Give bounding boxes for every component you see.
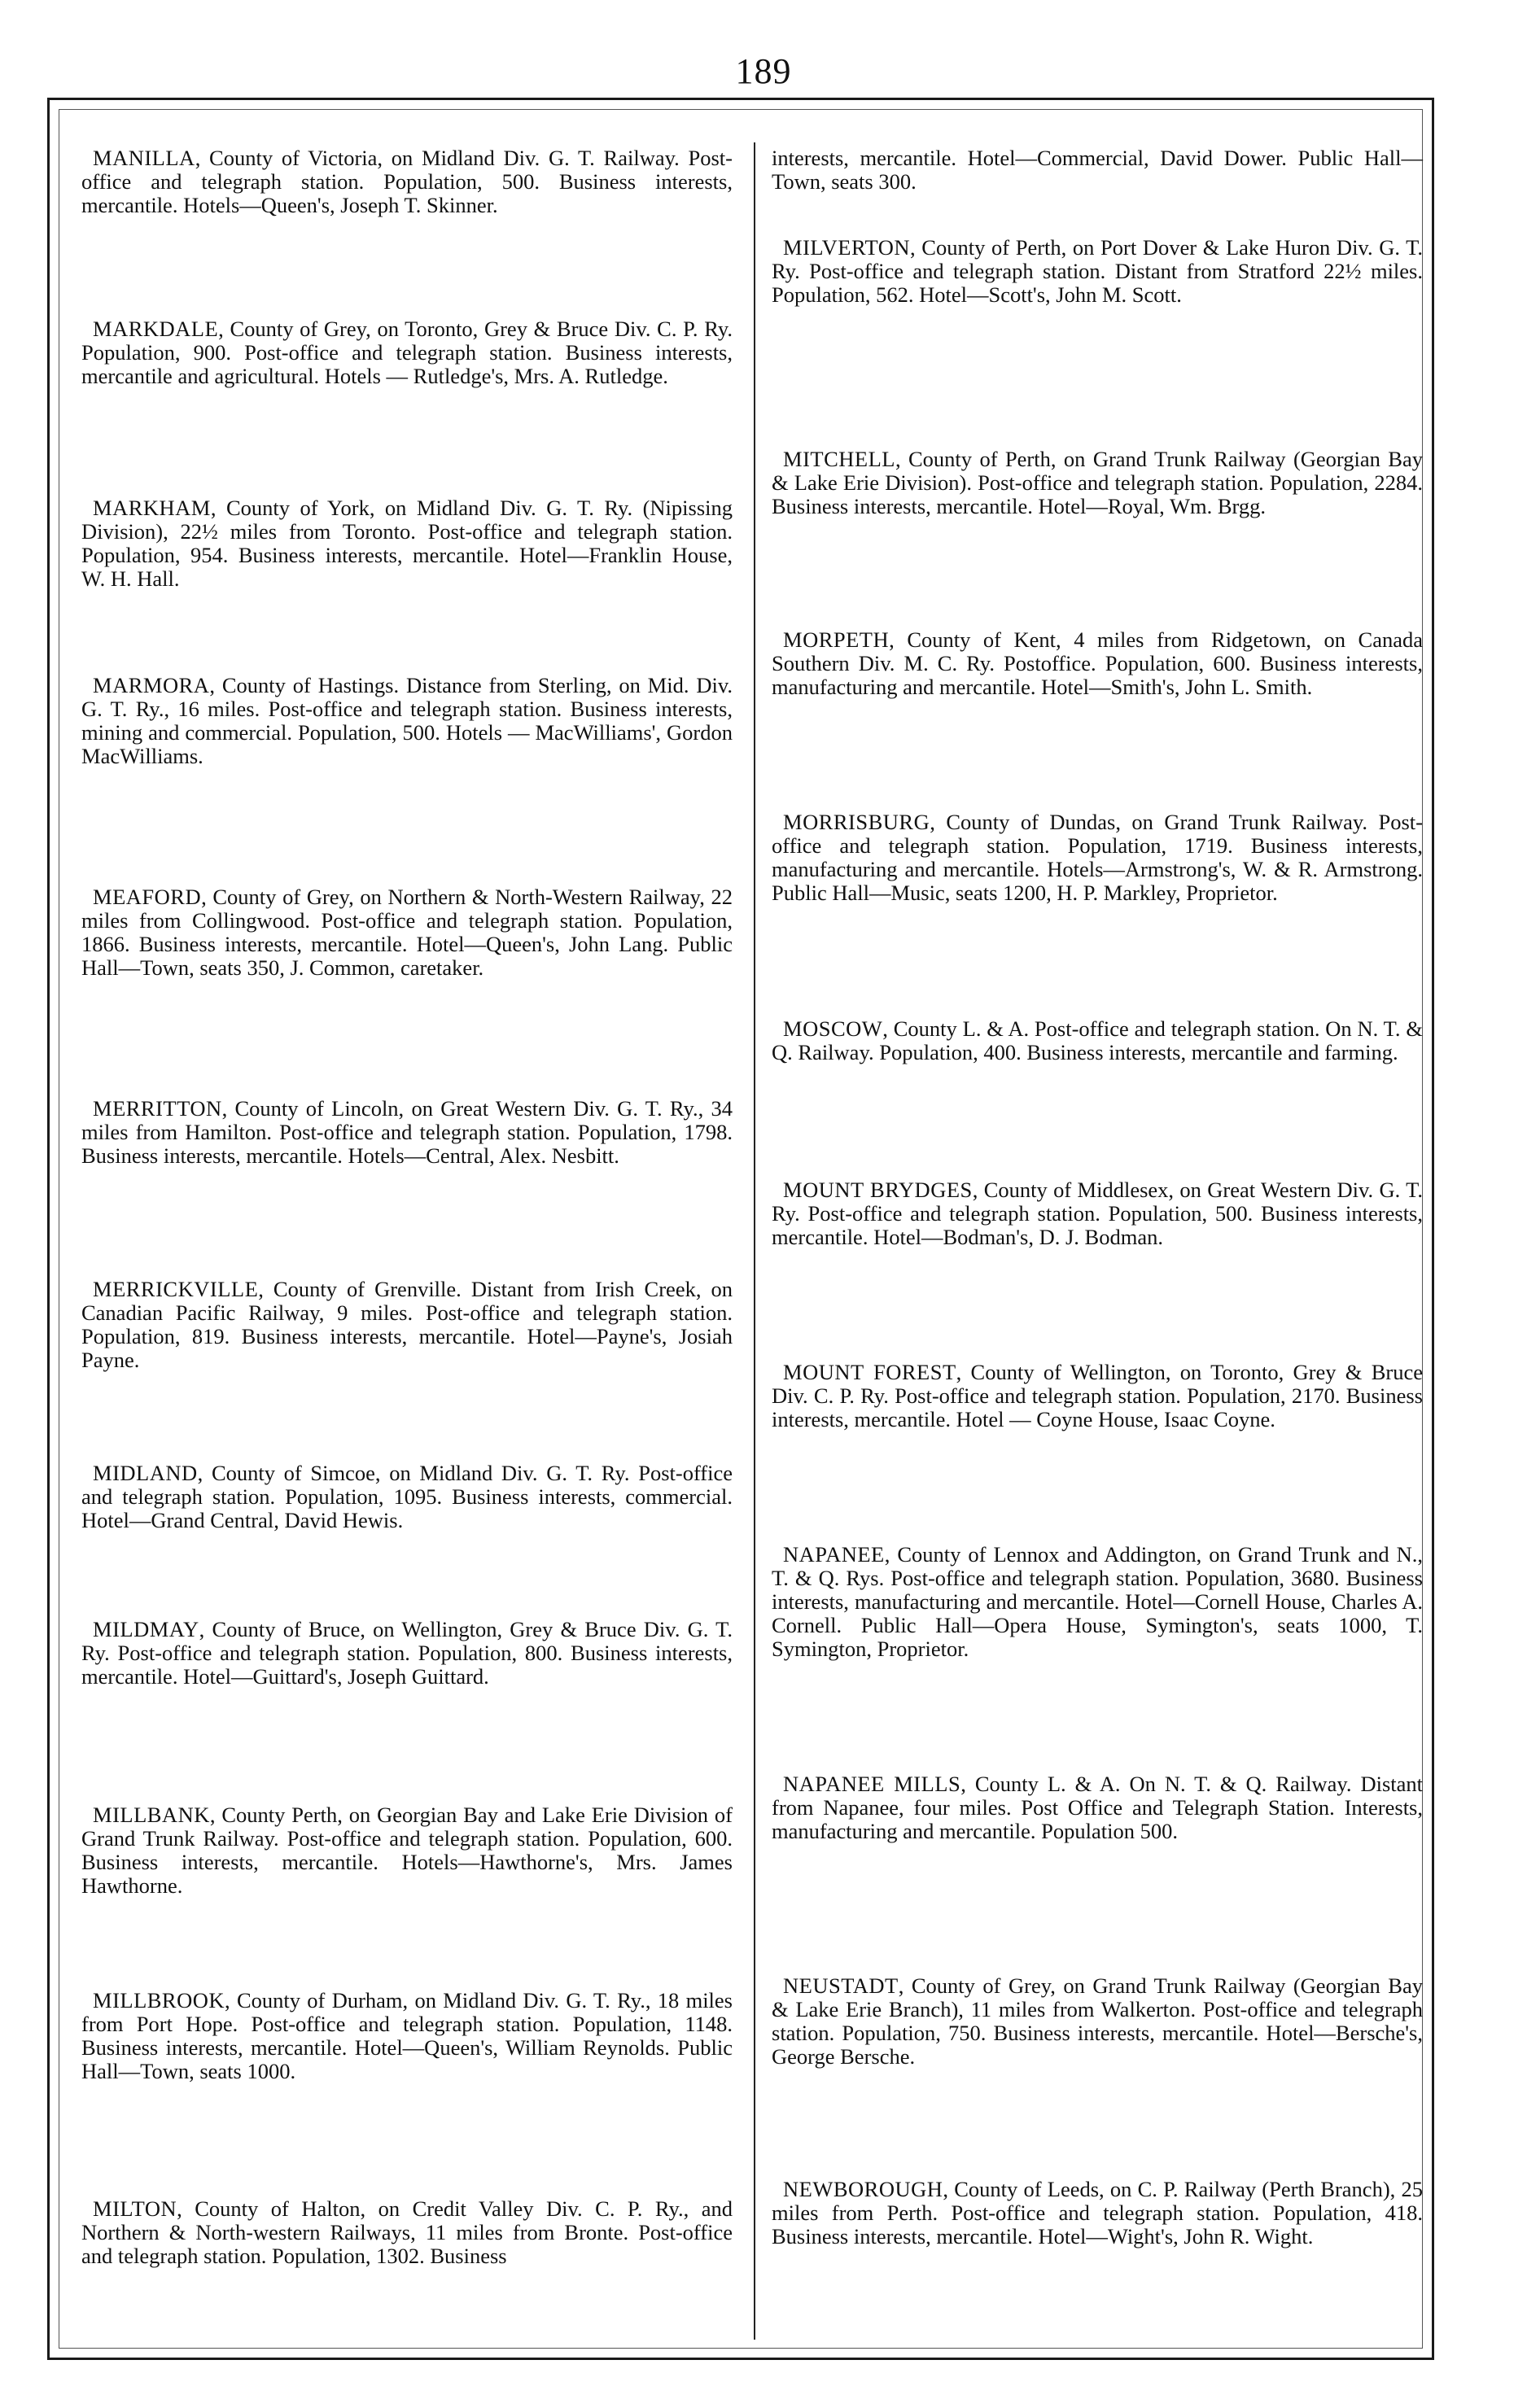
directory-entry (81, 2197, 733, 2268)
entry-text: , County of Durham, on Midland Div. G. T. Ry., 18 miles from Port Hope. Post-office and telegraph station. Population, 1148. Business interests, mercantile. Hotel—Queen's, William Reynolds. Public Hall—Town, seats 1000. (81, 1988, 733, 2083)
entry-text: , County of Kent, 4 miles from Ridgetown, on Canada Southern Div. M. C. Ry. Postoffice. Population, 600. Business interests, manufacturing and mercantile. Hotel—Smith's, John L. Smith. (772, 627, 1423, 699)
entry-text: , County of Grenville. Distant from Irish Creek, on Canadian Pacific Railway, 9 miles. Post-office and telegraph station. Population, 819. Business interests, mercantile. Hotel—Payne's, Josiah Payne. (81, 1277, 733, 1372)
entry-name: MARMORA (93, 673, 210, 697)
entry-text: , County Perth, on Georgian Bay and Lake Erie Division of Grand Trunk Railway. Post-office and telegraph station. Population, 600. Business interests, mercantile. Hotels—Hawthorne's, Mrs. James Hawthorne. (81, 1803, 733, 1898)
entry-name: MEAFORD (93, 885, 202, 909)
entry-name: MORRISBURG (783, 810, 930, 834)
directory-entry (772, 1178, 1423, 1249)
entry-name: NEWBOROUGH (783, 2177, 943, 2201)
directory-entry (772, 811, 1423, 905)
entry-text: , County of Halton, on Credit Valley Div. C. P. Ry., and Northern & North-western Railways, 11 miles from Bronte. Post-office and telegraph station. Population, 1302. Business (81, 2196, 733, 2268)
entry-text: , County of Middlesex, on Great Western Div. G. T. Ry. Post-office and telegraph station. Population, 500. Business interests, mercantile. Hotel—Bodman's, D. J. Bodman. (772, 1178, 1423, 1249)
directory-entry (772, 448, 1423, 518)
directory-entry (81, 1462, 733, 1532)
entry-name: MERRICKVILLE (93, 1277, 259, 1301)
directory-entry (81, 146, 733, 217)
entry-text: , County of Perth, on Port Dover & Lake Huron Div. G. T. Ry. Post-office and telegraph station. Distant from Stratford 22½ miles. Population, 562. Hotel—Scott's, John M. Scott. (772, 235, 1423, 307)
entry-name: MIDLAND (93, 1461, 198, 1485)
directory-entry (81, 674, 733, 768)
entry-name: MITCHELL (783, 447, 895, 471)
entry-text: , County of Grey, on Toronto, Grey & Bruce Div. C. P. Ry. Population, 900. Post-office and telegraph station. Business interests, mercantile and agricultural. Hotels — Rutledge's, Mrs. A. Rutledge. (81, 317, 733, 388)
directory-entry (772, 236, 1423, 307)
entry-name: MERRITTON (93, 1096, 222, 1121)
entry-name: MILVERTON (783, 235, 911, 260)
column-divider (754, 142, 755, 2340)
directory-entry (81, 1097, 733, 1168)
directory-entry (81, 496, 733, 591)
directory-entry (81, 1989, 733, 2083)
entry-text: , County of Victoria, on Midland Div. G. T. Railway. Post-office and telegraph station. Population, 500. Business interests, mercantile. Hotels—Queen's, Joseph T. Skinner. (81, 146, 733, 217)
entry-name: MOSCOW (783, 1016, 883, 1041)
directory-entry (772, 146, 1423, 194)
entry-name: MORPETH (783, 627, 890, 652)
entry-text: , County of Wellington, on Toronto, Grey & Bruce Div. C. P. Ry. Post-office and telegraph station. Population, 2170. Business interests, mercantile. Hotel — Coyne House, Isaac Coyne. (772, 1360, 1423, 1431)
entry-text: interests, mercantile. Hotel—Commercial, David Dower. Public Hall—Town, seats 300. (772, 146, 1423, 194)
entry-name: NAPANEE (783, 1542, 885, 1567)
entry-name: MANILLA (93, 146, 195, 170)
entry-name: NEUSTADT (783, 1973, 899, 1998)
entry-name: MILTON (93, 2196, 177, 2221)
entry-text: , County of Simcoe, on Midland Div. G. T. Ry. Post-office and telegraph station. Population, 1095. Business interests, commercial. Hotel—Grand Central, David Hewis. (81, 1461, 733, 1532)
directory-entry (772, 1974, 1423, 2069)
entry-text: , County of Dundas, on Grand Trunk Railway. Post-office and telegraph station. Population, 1719. Business interests, manufacturing and mercantile. Hotels—Armstrong's, W. & R. Armstrong. Public Hall—Music, seats 1200, H. P. Markley, Proprietor. (772, 810, 1423, 905)
directory-entry (772, 628, 1423, 699)
directory-entry (772, 1543, 1423, 1661)
entry-text: , County L. & A. On N. T. & Q. Railway. Distant from Napanee, four miles. Post Office and Telegraph Station. Interests, manufacturing and mercantile. Population 500. (772, 1772, 1424, 1843)
entry-text: , County of Perth, on Grand Trunk Railway (Georgian Bay & Lake Erie Division). Post-office and telegraph station. Population, 2284. Business interests, mercantile. Hotel—Royal, Wm. Brgg. (772, 447, 1423, 518)
entry-text: , County of Leeds, on C. P. Railway (Perth Branch), 25 miles from Perth. Post-office and telegraph station. Population, 418. Business interests, mercantile. Hotel—Wight's, John R. Wight. (772, 2177, 1423, 2248)
page-number: 189 (735, 51, 792, 91)
directory-entry (81, 1278, 733, 1372)
directory-entry (81, 885, 733, 980)
entry-name: MILLBROOK (93, 1988, 225, 2012)
entry-text: , County of Lincoln, on Great Western Div. G. T. Ry., 34 miles from Hamilton. Post-office and telegraph station. Population, 1798. Business interests, mercantile. Hotels—Central, Alex. Nesbitt. (81, 1096, 733, 1168)
directory-entry (81, 317, 733, 388)
directory-entry (81, 1618, 733, 1689)
directory-entry (772, 1361, 1423, 1431)
entry-name: MILDMAY (93, 1617, 199, 1641)
directory-entry (81, 1803, 733, 1898)
directory-entry (772, 1017, 1423, 1064)
entry-name: MARKDALE (93, 317, 219, 341)
entry-text: , County L. & A. Post-office and telegraph station. On N. T. & Q. Railway. Population, 400. Business interests, mercantile and farming. (772, 1016, 1423, 1064)
entry-text: , County of Grey, on Northern & North-Western Railway, 22 miles from Collingwood. Post-office and telegraph station. Population, 1866. Business interests, mercantile. Hotel—Queen's, John Lang. Public Hall—Town, seats 350, J. Common, caretaker. (81, 885, 733, 980)
entry-name: MOUNT FOREST (783, 1360, 956, 1384)
entry-text: , County of Lennox and Addington, on Grand Trunk and N., T. & Q. Rys. Post-office and telegraph station. Population, 3680. Business interests, manufacturing and mercantile. Hotel—Cornell House, Charles A. Cornell. Public Hall—Opera House, Symington's, seats 1000, T. Symington, Proprietor. (772, 1542, 1423, 1661)
entry-name: MARKHAM (93, 496, 211, 520)
entry-text: , County of Bruce, on Wellington, Grey & Bruce Div. G. T. Ry. Post-office and telegraph station. Population, 800. Business interests, mercantile. Hotel—Guittard's, Joseph Guittard. (81, 1617, 733, 1689)
entry-name: MILLBANK (93, 1803, 210, 1827)
entry-text: , County of Hastings. Distance from Sterling, on Mid. Div. G. T. Ry., 16 miles. Post-office and telegraph station. Business interests, mining and commercial. Population, 500. Hotels — MacWilliams', Gordon MacWilliams. (81, 673, 733, 768)
entry-name: MOUNT BRYDGES (783, 1178, 973, 1202)
entry-text: , County of York, on Midland Div. G. T. Ry. (Nipissing Division), 22½ miles from Toronto. Post-office and telegraph station. Population, 954. Business interests, mercantile. Hotel—Franklin House, W. H. Hall. (81, 496, 733, 591)
entry-name: NAPANEE MILLS (783, 1772, 961, 1796)
directory-entry (772, 2178, 1423, 2248)
directory-entry (772, 1772, 1423, 1843)
entry-text: , County of Grey, on Grand Trunk Railway (Georgian Bay & Lake Erie Branch), 11 miles from Walkerton. Post-office and telegraph station. Population, 750. Business interests, mercantile. Hotel—Bersche's, George Bersche. (772, 1973, 1423, 2069)
